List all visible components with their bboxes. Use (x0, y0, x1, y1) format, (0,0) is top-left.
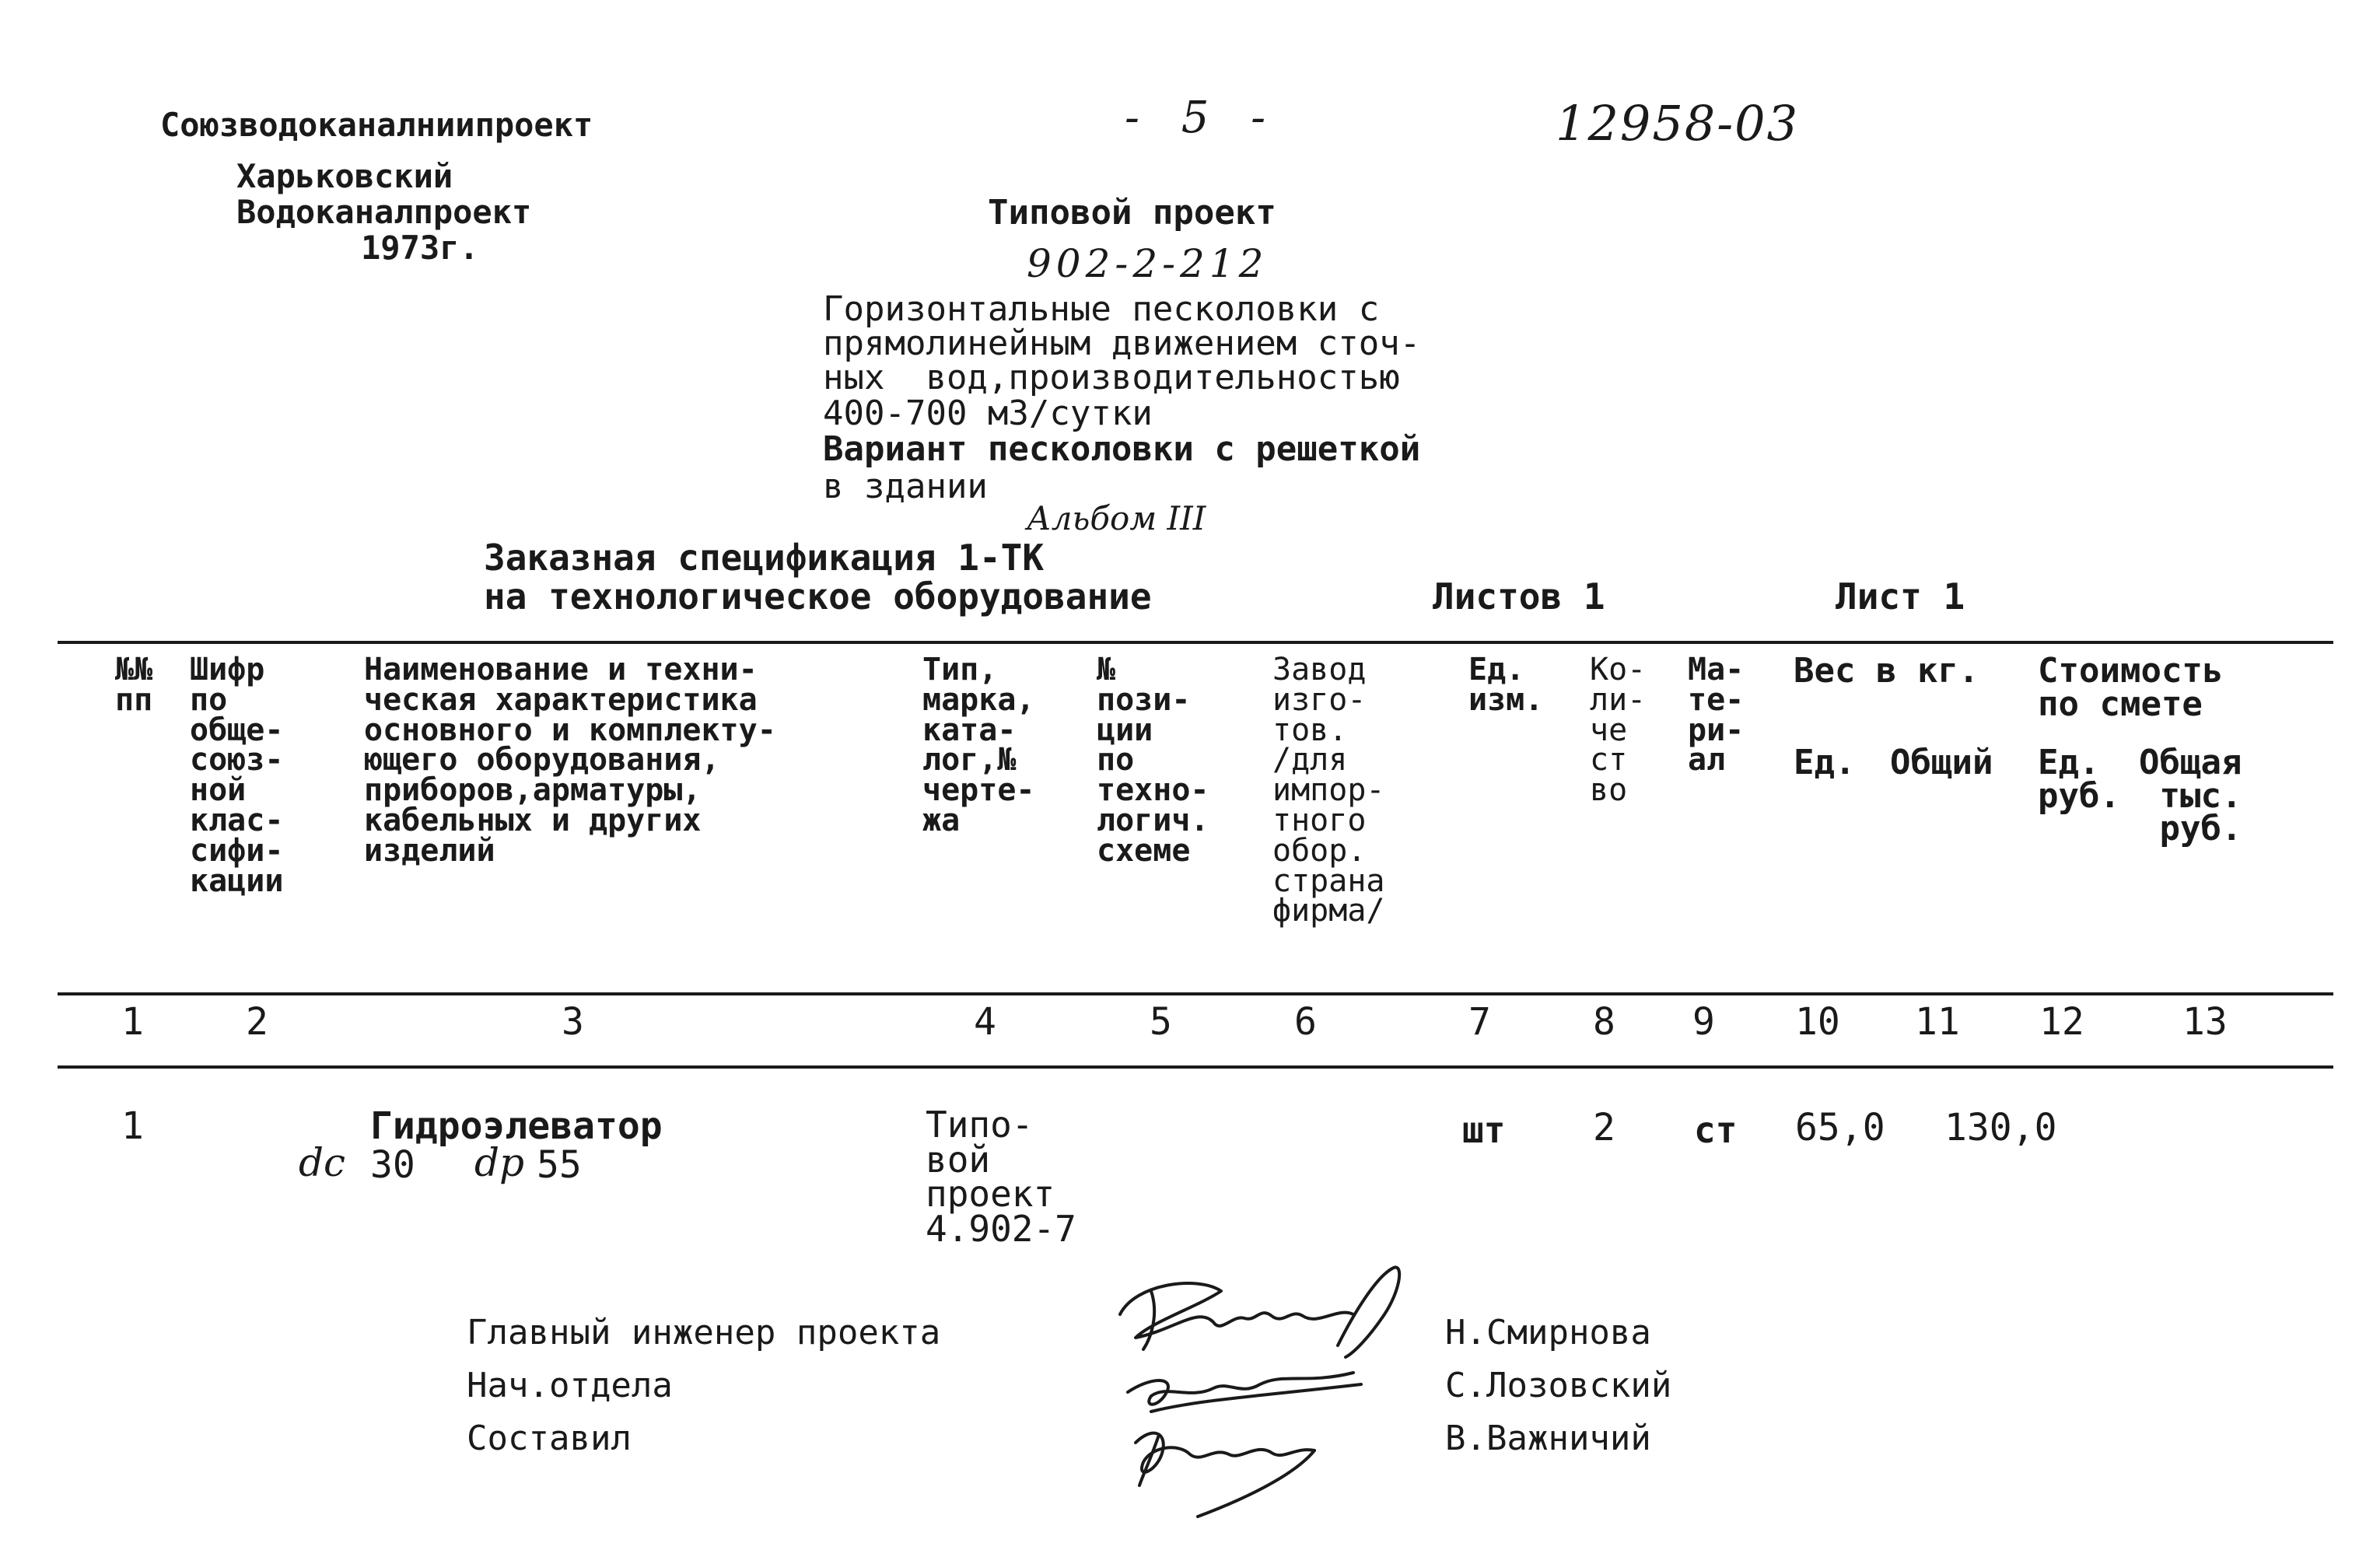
col-header-cost: Стоимость по смете (2038, 651, 2224, 724)
row-unit: шт (1462, 1109, 1506, 1151)
col-number-5: 5 (1150, 1000, 1172, 1044)
col-number-13: 13 (2182, 1000, 2228, 1044)
project-desc-line-5: Вариант песколовки с решеткой (823, 429, 1421, 469)
col-header-11: Общий (1890, 743, 1993, 782)
col-header-weight: Вес в кг. (1794, 651, 1979, 691)
spec-title-2: на технологическое оборудование (484, 576, 1152, 618)
table-top-rule (58, 641, 2333, 644)
row-material: ст (1694, 1109, 1738, 1151)
row-weight-unit: 65,0 (1795, 1106, 1885, 1149)
col-header-9: Ма- те- ри- ал (1688, 652, 1745, 778)
project-desc-line-3: ных вод,производительностью (823, 358, 1400, 397)
org-city: Харьковский (236, 157, 453, 195)
signature-role-1: Главный инженер проекта (467, 1313, 941, 1352)
row-weight-total: 130,0 (1944, 1106, 2057, 1149)
col-header-6: Завод изго- тов. /для импор- тного обор. страна фирма/ (1272, 652, 1385, 929)
row-dc-label: dc (299, 1140, 346, 1185)
col-number-3: 3 (562, 1000, 584, 1044)
signature-role-3: Составил (467, 1419, 632, 1458)
col-header-5: № пози- ции по техно- логич. схеме (1097, 652, 1209, 869)
col-header-1: №№ пп (115, 652, 153, 718)
sheet-number: Лист 1 (1836, 576, 1965, 618)
signature-role-2: Нач.отдела (467, 1366, 673, 1405)
spec-title-1: Заказная спецификация 1-ТК (484, 537, 1045, 579)
row-dp-value: 55 (537, 1143, 582, 1187)
row-number: 1 (121, 1104, 144, 1148)
col-header-4: Тип, марка, ката- лог,№ черте- жа (922, 652, 1035, 838)
signature-name-2: С.Лозовский (1445, 1366, 1672, 1405)
col-header-7: Ед. изм. (1468, 652, 1544, 718)
row-dc-value: 30 (370, 1143, 415, 1187)
org-year: 1973г. (361, 229, 479, 267)
project-number: 902-2-212 (1027, 241, 1269, 286)
project-desc-line-2: прямолинейным движением сточ- (823, 324, 1421, 363)
col-header-10: Ед. (1794, 743, 1856, 782)
project-desc-line-1: Горизонтальные песколовки с (823, 289, 1380, 329)
col-number-2: 2 (246, 1000, 268, 1044)
col-number-1: 1 (121, 1000, 144, 1044)
document-code: 12958-03 (1556, 95, 1800, 152)
col-header-13: Общая тыс. руб. (2139, 743, 2242, 849)
col-number-6: 6 (1294, 1000, 1317, 1044)
col-number-8: 8 (1593, 1000, 1615, 1044)
page-number: - 5 - (1125, 93, 1280, 143)
col-number-4: 4 (974, 1000, 996, 1044)
project-label: Типовой проект (988, 193, 1276, 233)
sheets-total: Листов 1 (1433, 576, 1605, 618)
signature-name-1: Н.Смирнова (1445, 1313, 1651, 1352)
row-item-name: Гидроэлеватор (370, 1104, 663, 1148)
col-number-12: 12 (2039, 1000, 2084, 1044)
col-header-12: Ед. руб. (2038, 743, 2120, 816)
col-header-3: Наименование и техни- ческая характеристика основного и комплекту- ющего оборудования, приборов,арматуры, кабельных и других изделий (364, 652, 776, 869)
col-header-2: Шифр по обще- союз- ной клас- сифи- кации (190, 652, 284, 899)
signature-name-3: В.Важничий (1445, 1419, 1651, 1458)
table-numbers-rule (58, 1065, 2333, 1069)
org-institute: Водоканалпроект (236, 193, 532, 231)
row-quantity: 2 (1593, 1106, 1615, 1149)
col-number-7: 7 (1468, 1000, 1491, 1044)
handwritten-signatures (1104, 1260, 1431, 1524)
col-number-10: 10 (1795, 1000, 1840, 1044)
project-desc-line-6: в здании (823, 467, 988, 506)
table-header-rule (58, 992, 2333, 995)
col-number-11: 11 (1915, 1000, 1960, 1044)
col-number-9: 9 (1692, 1000, 1715, 1044)
project-desc-line-4: 400-700 м3/сутки (823, 394, 1153, 433)
row-dp-label: dp (474, 1140, 525, 1185)
album-label: Альбом III (1027, 499, 1206, 537)
col-header-8: Ко- ли- че ст во (1590, 652, 1647, 809)
org-name: Союзводоканалниипроект (160, 106, 593, 144)
row-type: Типо- вой проект 4.902-7 (926, 1104, 1076, 1250)
